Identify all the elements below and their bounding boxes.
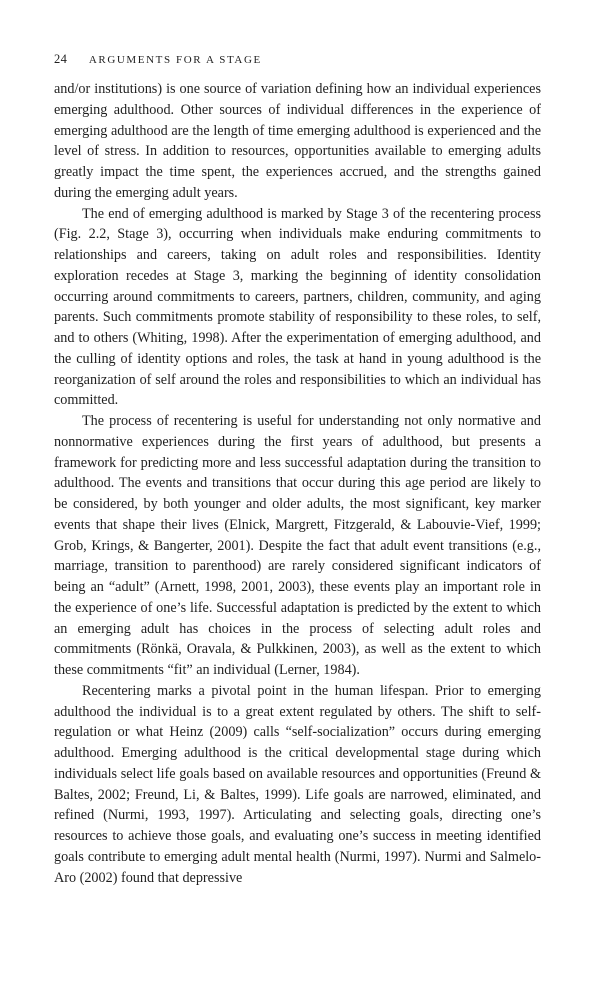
paragraph-3: The process of recentering is useful for understanding not only normative and nonnormative experiences during the first years of adulthood, but presents a framework for predicting more and less successful adaptation during the transition to adulthood. The events and transitions that occur during this age period are likely to be considered, by both younger and older adults, the most significant, key marker events that shape their lives (Elnick, Margrett, Fitzgerald, & Labouvie-Vief, 1999; Grob, Krings, & Bangerter, 2001). Despite the fact that adult event transitions (e.g., marriage, transition to parenthood) are rarely considered significant indicators of being an “adult” (Arnett, 1998, 2001, 2003), these events play an important role in the experience of one’s life. Successful adaptation is predicted by the extent to which an emerging adult has choices in the process of selecting adult roles and commitments (Rönkä, Oravala, & Pulkkinen, 2003), as well as the extent to which these commitments “fit” an individual (Lerner, 1984). <box>54 413 541 678</box>
paragraph-1: and/or institutions) is one source of variation defining how an individual experiences emerging adulthood. Other sources of individual differences in the experience of emerging adulthood are the length of time emerging adulthood is experienced and the level of stress. In addition to resources, opportunities available to emerging adults greatly impact the time spent, the experiences accrued, and the strengths gained during the emerging adult years. <box>54 81 541 201</box>
paragraph-2: The end of emerging adulthood is marked by Stage 3 of the recentering process (Fig. 2.2, Stage 3), occurring when individuals make enduring commitments to relationships and careers, taking on adult roles and responsibilities. Identity exploration recedes at Stage 3, marking the beginning of identity consolidation occurring around commitments to careers, partners, children, community, and aging parents. Such commitments promote stability of responsibility to these roles, to self, and to others (Whiting, 1998). After the experimentation of emerging adulthood, and the culling of identity options and roles, the task at hand in young adulthood is the reorganization of self around the roles and responsibilities to which an individual has committed. <box>54 205 541 409</box>
running-title: ARGUMENTS FOR A STAGE <box>88 54 262 66</box>
running-head <box>54 52 262 67</box>
page-number: 24 <box>54 52 68 66</box>
paragraph-4: Recentering marks a pivotal point in the human lifespan. Prior to emerging adulthood the individual is to a great extent regulated by others. The shift to self-regulation or what Heinz (2009) calls “self-socialization” occurs during emerging adulthood. Emerging adulthood is the critical developmental stage during which individuals select life goals based on available resources and opportunities (Freund & Baltes, 2002; Freund, Li, & Baltes, 1999). Life goals are narrowed, eliminated, and refined (Nurmi, 1993, 1997). Articulating and selecting goals, directing one’s resources to achieve those goals, and evaluating one’s success in meeting identified goals contribute to emerging adult mental health (Nurmi, 1997). Nurmi and Salmelo-Aro (2002) found that depressive <box>54 682 541 886</box>
body-text <box>54 79 541 888</box>
